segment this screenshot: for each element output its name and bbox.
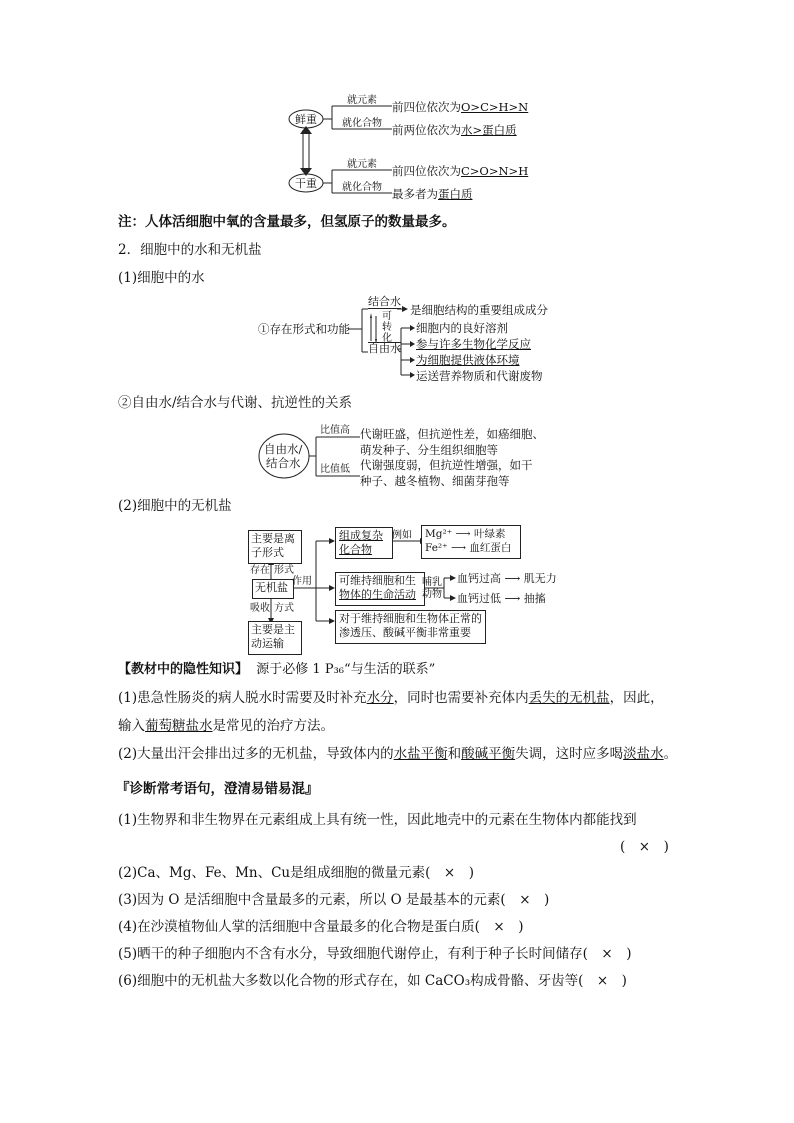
subsection-water: (1)细胞中的水 bbox=[118, 270, 205, 286]
salt-method: 方式 bbox=[274, 603, 294, 614]
free-water: 自由水 bbox=[368, 342, 401, 355]
diag-item-2: (2)Ca、Mg、Fe、Mn、Cu是组成细胞的微量元素( × ) bbox=[118, 865, 474, 881]
role-osmotic-box: 对于维持细胞和生物体正常的 渗透压、酸碱平衡非常重要 bbox=[335, 610, 486, 644]
diag-item-1-answer: ( × ) bbox=[620, 839, 669, 855]
convert-2: 转 bbox=[382, 322, 392, 333]
hidden-p1-line1: (1)患急性肠炎的病人脱水时需要及时补充水分，同时也需要补充体内丢失的无机盐，因此， bbox=[118, 690, 664, 706]
ratio-high-text-1: 代谢旺盛，但抗逆性差，如癌细胞、 bbox=[360, 427, 544, 441]
diagnosis-header: 『诊断常考语句，澄清易错易混』 bbox=[116, 781, 319, 797]
salt-center-box: 无机盐 bbox=[252, 579, 294, 599]
free-water-func-4: 运送营养物质和代谢废物 bbox=[416, 369, 543, 383]
dry-weight-label: 干重 bbox=[295, 177, 317, 190]
dry-by-element: 就元素 bbox=[347, 159, 377, 170]
role-compound-box: 组成复杂 化合物 bbox=[335, 527, 393, 559]
hidden-knowledge-heading: 【教材中的隐性知识】 源于必修 1 P₃₆“与生活的联系” bbox=[118, 662, 436, 677]
hidden-p2: (2)大量出汗会排出过多的无机盐，导致体内的水盐平衡和酸碱平衡失调，这时应多喝淡盐水。 bbox=[118, 746, 678, 762]
ratio-low-label: 比值低 bbox=[320, 464, 350, 475]
hidden-p1-line2: 输入葡萄糖盐水是常见的治疗方法。 bbox=[118, 718, 334, 734]
diag-item-6: (6)细胞中的无机盐大多数以化合物的形式存在，如 CaCO₃构成骨骼、牙齿等( × ) bbox=[118, 973, 627, 989]
bound-water-function: 是细胞结构的重要组成成分 bbox=[410, 303, 548, 317]
section-2-title: 2．细胞中的水和无机盐 bbox=[118, 242, 262, 258]
mammal-1: 哺乳 bbox=[422, 577, 442, 588]
dry-element-order: 前四位依次为C>O>N>H bbox=[392, 164, 529, 178]
diag-item-3: (3)因为 O 是活细胞中含量最多的元素，所以 O 是最基本的元素( × ) bbox=[118, 892, 550, 908]
ratio-high-label: 比值高 bbox=[320, 425, 350, 436]
free-water-func-2: 参与许多生物化学反应 bbox=[416, 337, 531, 351]
bound-water: 结合水 bbox=[368, 295, 401, 308]
dry-compound-order: 最多者为蛋白质 bbox=[392, 187, 473, 201]
high-calcium: 血钙过高 ⟶ 肌无力 bbox=[457, 572, 557, 585]
salt-absorb: 吸收 bbox=[250, 603, 270, 614]
low-calcium: 血钙过低 ⟶ 抽搐 bbox=[457, 592, 546, 605]
ratio-low-text-1: 代谢强度弱，但抗逆性增强，如干 bbox=[360, 458, 533, 472]
fresh-compound-order: 前两位依次为水>蛋白质 bbox=[392, 123, 517, 137]
subsection-salt: (2)细胞中的无机盐 bbox=[118, 498, 232, 514]
subsection-ratio: ②自由水/结合水与代谢、抗逆性的关系 bbox=[118, 395, 353, 411]
water-form-label: ①存在形式和功能 bbox=[258, 322, 350, 336]
salt-effect: 作用 bbox=[292, 576, 312, 587]
ratio-circle-line2: 结合水 bbox=[266, 456, 301, 470]
diag-item-5: (5)晒干的种子细胞内不含有水分，导致细胞代谢停止，有利于种子长时间储存( × ) bbox=[118, 946, 632, 962]
free-water-func-3: 为细胞提供液体环境 bbox=[416, 353, 520, 367]
example-box: Mg²⁺ ⟶ 叶绿素 Fe²⁺ ⟶ 血红蛋白 bbox=[421, 525, 521, 559]
salt-form: 形式 bbox=[274, 565, 294, 576]
free-water-func-1: 细胞内的良好溶剂 bbox=[416, 321, 508, 335]
ratio-high-text-2: 萌发种子、分生组织细胞等 bbox=[360, 443, 498, 457]
diag-item-4: (4)在沙漠植物仙人掌的活细胞中含量最多的化合物是蛋白质( × ) bbox=[118, 919, 524, 935]
ratio-low-text-2: 种子、越冬植物、细菌芽孢等 bbox=[360, 474, 510, 488]
salt-exist: 存在 bbox=[250, 565, 270, 576]
fresh-by-element: 就元素 bbox=[347, 95, 377, 106]
note: 注：人体活细胞中氧的含量最多，但氢原子的数量最多。 bbox=[118, 214, 456, 230]
convert-3: 化 bbox=[382, 333, 392, 344]
fresh-weight-label: 鲜重 bbox=[295, 113, 317, 126]
ratio-circle-line1: 自由水/ bbox=[264, 442, 303, 456]
salt-example: 例如 bbox=[392, 530, 412, 541]
fresh-element-order: 前四位依次为O>C>H>N bbox=[392, 100, 529, 114]
fresh-by-compound: 就化合物 bbox=[342, 118, 382, 129]
convert-1: 可 bbox=[382, 311, 392, 322]
salt-transport-box: 主要是主 动运输 bbox=[248, 621, 302, 655]
role-life-activity-box: 可维持细胞和生 物体的生命活动 bbox=[335, 572, 425, 606]
salt-form-box: 主要是离 子形式 bbox=[248, 530, 302, 564]
diag-item-1: (1)生物界和非生物界在元素组成上具有统一性，因此地壳中的元素在生物体内都能找到 bbox=[118, 812, 637, 828]
dry-by-compound: 就化合物 bbox=[342, 182, 382, 193]
mammal-2: 动物 bbox=[422, 589, 442, 600]
